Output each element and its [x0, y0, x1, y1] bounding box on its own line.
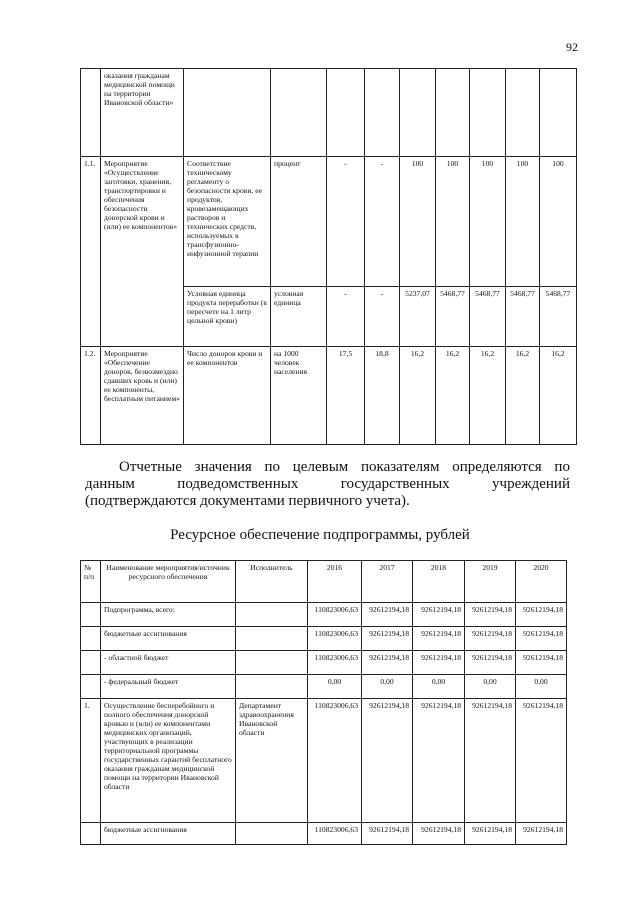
value-cell: 110823006,63 [308, 699, 362, 823]
table-row [81, 603, 567, 627]
paragraph-line: (подтверждаются документами первичного учета). [85, 493, 410, 509]
row-executor: Департамент здравоохранения Ивановской области [236, 699, 308, 823]
value-cell: 16,2 [540, 347, 577, 445]
row-number: 1.2. [81, 347, 101, 445]
row-name: Подпрограмма, всего: [101, 603, 236, 627]
value-cell: 92612194,18 [465, 823, 516, 845]
table-row [81, 699, 567, 823]
indicator-name: Число доноров крови и ее компонентов [184, 347, 271, 445]
header-year: 2017 [362, 561, 413, 603]
word: подведомственных [177, 476, 299, 492]
row-number [81, 675, 101, 699]
paragraph-line [85, 476, 570, 493]
indicators-table [80, 68, 577, 445]
table-row [81, 823, 567, 845]
value-cell: 92612194,18 [362, 823, 413, 845]
resources-table [80, 560, 567, 845]
row-number [81, 69, 101, 157]
value-cell: 0,00 [362, 675, 413, 699]
value-cell: 92612194,18 [413, 823, 465, 845]
value-cell: 16,2 [400, 347, 436, 445]
value-cell: 17,5 [327, 347, 365, 445]
value-cell: 92612194,18 [465, 651, 516, 675]
value-cell: - [327, 157, 365, 287]
value-cell: 92612194,18 [516, 823, 567, 845]
value-cell [506, 69, 540, 157]
value-cell: 92612194,18 [516, 651, 567, 675]
row-number: 1.1. [81, 157, 101, 347]
word: учреждений [492, 476, 570, 492]
value-cell: 5468,77 [540, 287, 577, 347]
event-name: оказания гражданам медицинской помощи на территории Ивановской области» [101, 69, 184, 157]
value-cell: 5468,77 [470, 287, 506, 347]
value-cell: 92612194,18 [362, 699, 413, 823]
unit: условная единица [271, 287, 327, 347]
value-cell: 100 [436, 157, 470, 287]
value-cell: - [365, 287, 400, 347]
value-cell: 110823006,63 [308, 823, 362, 845]
row-executor [236, 675, 308, 699]
word: значения [194, 459, 252, 475]
value-cell: - [365, 157, 400, 287]
value-cell [436, 69, 470, 157]
value-cell: 16,2 [470, 347, 506, 445]
value-cell: 100 [400, 157, 436, 287]
value-cell: 92612194,18 [413, 651, 465, 675]
value-cell [365, 69, 400, 157]
word: показателям [360, 459, 440, 475]
value-cell: 0,00 [465, 675, 516, 699]
table-row [81, 157, 577, 287]
row-number [81, 823, 101, 845]
word: по [264, 459, 281, 475]
header-year: 2020 [516, 561, 567, 603]
value-cell: 92612194,18 [465, 627, 516, 651]
row-number [81, 627, 101, 651]
value-cell: 100 [540, 157, 577, 287]
header-name: Наименование мероприятия/источник ресурсного обеспечения [101, 561, 236, 603]
header-year: 2019 [465, 561, 516, 603]
event-name: Мероприятие «Осуществление заготовки, хранения, транспортировки и обеспечения безопасности донорской крови и (или) ее компонентов» [101, 157, 184, 347]
paragraph-line [85, 459, 570, 476]
value-cell: 92612194,18 [465, 699, 516, 823]
table-row [81, 651, 567, 675]
value-cell: 92612194,18 [516, 699, 567, 823]
row-name: Осуществление бесперебойного и полного обеспечения донорской кровью и (или) ее компонентами медицинских организаций, участвующих в реализации территориальной программы государственных гарантий бесплатного оказания гражданам медицинской помощи на территории Ивановской области [101, 699, 236, 823]
header-year: 2018 [413, 561, 465, 603]
word: государственных [340, 476, 450, 492]
value-cell: 0,00 [308, 675, 362, 699]
value-cell: 110823006,63 [308, 651, 362, 675]
header-executor: Исполнитель [236, 561, 308, 603]
table-row [81, 69, 577, 157]
row-executor [236, 603, 308, 627]
header-year: 2016 [308, 561, 362, 603]
value-cell: 92612194,18 [362, 627, 413, 651]
row-number: 1. [81, 699, 101, 823]
row-name: - областной бюджет [101, 651, 236, 675]
value-cell: 92612194,18 [516, 603, 567, 627]
value-cell [400, 69, 436, 157]
table-header-row [81, 561, 567, 603]
value-cell: 100 [470, 157, 506, 287]
value-cell: 110823006,63 [308, 627, 362, 651]
value-cell: 92612194,18 [516, 627, 567, 651]
row-name: бюджетные ассигнования [101, 823, 236, 845]
row-executor [236, 823, 308, 845]
row-number [81, 651, 101, 675]
section-heading: Ресурсное обеспечение подпрограммы, рублей [170, 527, 470, 543]
event-name: Мероприятие «Обеспечение доноров, безвозмездно сдавших кровь и (или) ее компоненты, бесплатным питанием» [101, 347, 184, 445]
value-cell: 0,00 [516, 675, 567, 699]
page-number: 92 [566, 40, 578, 54]
row-executor [236, 627, 308, 651]
table-row [81, 627, 567, 651]
unit: на 1000 человек населения [271, 347, 327, 445]
value-cell: 0,00 [413, 675, 465, 699]
unit [271, 69, 327, 157]
row-executor [236, 651, 308, 675]
header-num: № п/п [81, 561, 101, 603]
table-row [81, 675, 567, 699]
value-cell: 92612194,18 [465, 603, 516, 627]
value-cell: 100 [506, 157, 540, 287]
value-cell [470, 69, 506, 157]
value-cell [540, 69, 577, 157]
indicator-name [184, 69, 271, 157]
value-cell: 110823006,63 [308, 603, 362, 627]
indicator-name: Условная единица продукта переработки (в пересчете на 1 литр цельной крови) [184, 287, 271, 347]
word: целевым [292, 459, 349, 475]
indicator-name: Соответствие техническому регламенту о безопасности крови, ее продуктов, кровезамещающих растворов и технических средств, используемых в трансфузионно-инфузионной терапии [184, 157, 271, 287]
value-cell: 92612194,18 [413, 699, 465, 823]
value-cell: 16,2 [506, 347, 540, 445]
word: данным [85, 476, 135, 492]
value-cell: 5468,77 [436, 287, 470, 347]
word: по [554, 459, 570, 475]
value-cell: 18,8 [365, 347, 400, 445]
value-cell: 92612194,18 [413, 603, 465, 627]
value-cell: 92612194,18 [413, 627, 465, 651]
row-name: - федеральный бюджет [101, 675, 236, 699]
value-cell: 16,2 [436, 347, 470, 445]
paragraph [85, 459, 570, 510]
word: Отчетные [119, 459, 182, 475]
value-cell: 92612194,18 [362, 651, 413, 675]
row-number [81, 603, 101, 627]
word: определяются [452, 459, 542, 475]
unit: процент [271, 157, 327, 287]
value-cell: 5468,77 [506, 287, 540, 347]
value-cell: 5237,07 [400, 287, 436, 347]
row-name: бюджетные ассигнования [101, 627, 236, 651]
value-cell [327, 69, 365, 157]
table-row [81, 347, 577, 445]
value-cell: 92612194,18 [362, 603, 413, 627]
value-cell: - [327, 287, 365, 347]
